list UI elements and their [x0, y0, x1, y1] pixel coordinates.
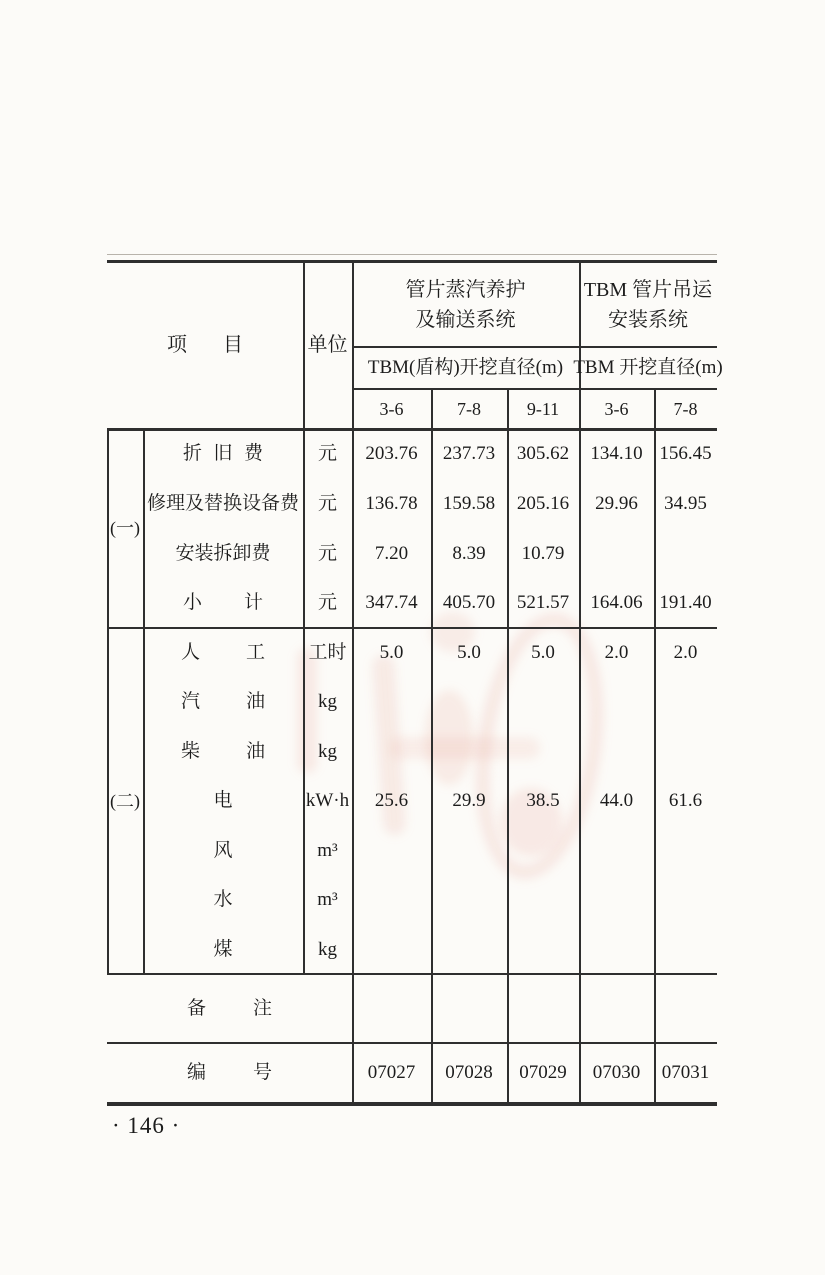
- unit-cell: m³: [317, 839, 338, 861]
- diameter-col-label: 7-8: [673, 398, 698, 419]
- unit-cell: kW·h: [305, 790, 350, 812]
- value-cell: 61.6: [668, 790, 703, 812]
- value-cell: 5.0: [379, 641, 404, 663]
- remarks-label: 备注: [187, 998, 272, 1019]
- diameter-col-label: 3-6: [379, 398, 404, 419]
- group1-header-line1: 管片蒸汽养护: [405, 278, 526, 301]
- diameter-col-label: 3-6: [604, 398, 629, 419]
- value-cell: 7.20: [374, 542, 409, 564]
- value-cell: 191.40: [659, 592, 712, 614]
- group1-header-line2: 及输送系统: [415, 308, 516, 331]
- item-label: 电: [213, 790, 233, 812]
- group1-subheader: TBM(盾构)开挖直径(m): [367, 356, 564, 378]
- code-value: 07029: [519, 1062, 567, 1084]
- item-label: 折旧费: [183, 443, 263, 464]
- unit-cell: 工时: [308, 641, 347, 663]
- group2-header-line2: 安装系统: [608, 308, 688, 331]
- item-label: 水: [213, 889, 233, 911]
- grid-line: [107, 254, 717, 255]
- value-cell: 136.78: [365, 493, 418, 515]
- item-label: 汽油: [181, 691, 265, 712]
- item-label: 安装拆卸费: [175, 542, 271, 564]
- value-cell: [579, 529, 654, 578]
- unit-cell: kg: [318, 691, 337, 713]
- value-cell: 164.06: [590, 592, 643, 614]
- value-cell: 2.0: [673, 641, 698, 663]
- value-cell: 156.45: [659, 443, 712, 465]
- value-cell: 44.0: [599, 790, 634, 812]
- item-label: 小计: [183, 592, 263, 613]
- value-cell: 159.58: [442, 493, 496, 515]
- unit-cell: 元: [317, 493, 337, 515]
- value-cell: 521.57: [516, 592, 570, 614]
- code-value: 07027: [367, 1062, 416, 1084]
- table-header-unit: 单位: [307, 334, 348, 356]
- diameter-col-label: 9-11: [526, 398, 560, 419]
- page-number: · 146 ·: [112, 1113, 181, 1138]
- value-cell: [654, 529, 717, 578]
- section-marker: (二): [110, 790, 140, 811]
- item-label: 柴油: [181, 741, 265, 762]
- code-value: 07031: [661, 1062, 710, 1084]
- group2-header-line1: TBM 管片吊运: [583, 278, 713, 301]
- value-cell: 5.0: [457, 641, 481, 663]
- group2-subheader: TBM 开挖直径(m): [573, 356, 723, 378]
- value-cell: 305.62: [516, 443, 570, 465]
- value-cell: 5.0: [531, 641, 555, 663]
- code-value: 07030: [592, 1062, 641, 1084]
- unit-cell: kg: [318, 740, 337, 762]
- value-cell: 29.96: [595, 493, 638, 515]
- value-cell: 34.95: [664, 493, 707, 515]
- code-value: 07028: [445, 1062, 493, 1084]
- group2-header: [579, 263, 717, 346]
- value-cell: 134.10: [590, 443, 643, 465]
- value-cell: 2.0: [604, 641, 629, 663]
- value-cell: 25.6: [374, 790, 409, 812]
- unit-cell: kg: [318, 938, 337, 960]
- value-cell: 205.16: [516, 493, 570, 515]
- section-marker: (一): [110, 518, 140, 539]
- seal-band: [390, 737, 540, 759]
- value-cell: 10.79: [521, 542, 565, 564]
- diameter-col-label: 7-8: [457, 398, 481, 419]
- value-cell: 38.5: [526, 790, 560, 812]
- value-cell: 29.9: [452, 790, 486, 812]
- value-cell: 405.70: [442, 592, 496, 614]
- value-cell: 237.73: [442, 443, 496, 465]
- item-label: 风: [213, 839, 233, 861]
- unit-cell: 元: [317, 443, 337, 465]
- unit-cell: 元: [317, 542, 337, 564]
- unit-cell: m³: [317, 889, 338, 911]
- item-label: 煤: [213, 938, 233, 960]
- table-header-item: 项目: [167, 334, 243, 356]
- group1-header: [352, 263, 579, 346]
- code-label: 编号: [187, 1062, 272, 1083]
- value-cell: 203.76: [365, 443, 418, 465]
- unit-cell: 元: [317, 592, 337, 614]
- value-cell: 347.74: [365, 592, 418, 614]
- item-label: 修理及替换设备费: [146, 493, 299, 515]
- value-cell: 8.39: [452, 542, 486, 564]
- item-label: 人工: [181, 642, 265, 663]
